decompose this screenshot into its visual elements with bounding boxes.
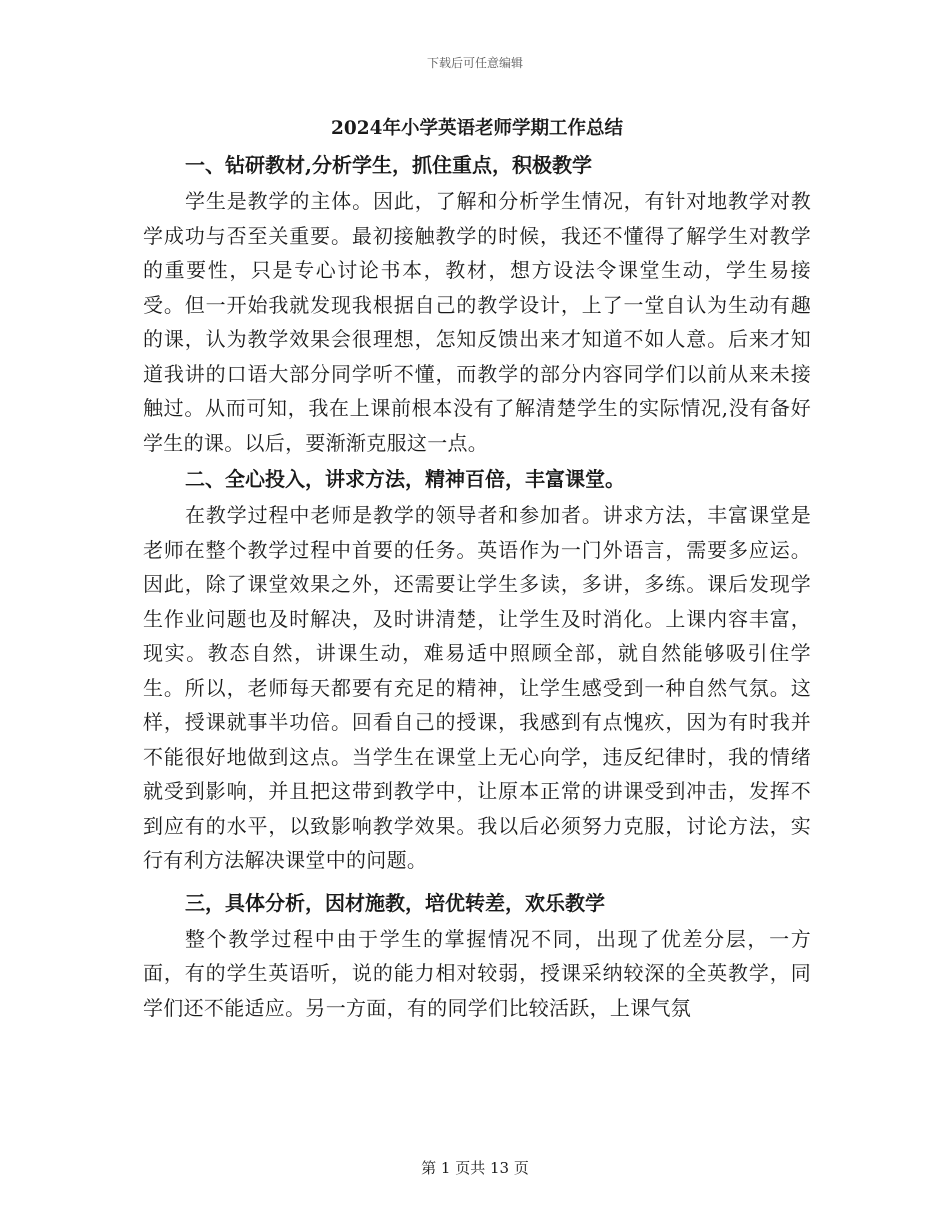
document-title: 2024年小学英语老师学期工作总结 (331, 118, 623, 139)
section-2-paragraph: 在教学过程中老师是教学的领导者和参加者。讲求方法，丰富课堂是老师在整个教学过程中首要的任务。英语作为一门外语言，需要多应运。因此，除了课堂效果之外，还需要让学生多读，多讲，多练。课后发现学生作业问题也及时解决，及时讲清楚，让学生及时消化。上课内容丰富，现实。教态自然，讲课生动，难易适中照顾全部，就自然能够吸引住学生。所以，老师每天都要有充足的精神，让学生感受到一种自然气氛。这样，授课就事半功倍。回看自己的授课，我感到有点愧疚，因为有时我并不能很好地做到这点。当学生在课堂上无心向学，违反纪律时，我的情绪就受到影响，并且把这带到教学中，让原本正常的讲课受到冲击，发挥不到应有的水平，以致影响教学效果。我以后必须努力克服，讨论方法，实行有利方法解决课堂中的问题。 (143, 503, 811, 872)
section-heading-2: 二、全心投入，讲求方法，精神百倍，丰富课堂。 (185, 467, 625, 491)
section-1-paragraph: 学生是教学的主体。因此，了解和分析学生情况，有针对地教学对教学成功与否至关重要。最初接触教学的时候，我还不懂得了解学生对教学的重要性，只是专心讨论书本，教材，想方设法令课堂生动，学生易接受。但一开始我就发现我根据自己的教学设计，上了一堂自认为生动有趣的课，认为教学效果会很理想，怎知反馈出来才知道不如人意。后来才知道我讲的口语大部分同学听不懂，而教学的部分内容同学们以前从来未接触过。从而可知，我在上课前根本没有了解清楚学生的实际情况,没有备好学生的课。以后，要渐渐克服这一点。 (143, 189, 811, 455)
section-heading-3: 三，具体分析，因材施教，培优转差，欢乐教学 (185, 890, 605, 915)
page-number: 第 1 页共 13 页 (421, 1159, 529, 1177)
header-note: 下载后可任意编辑 (426, 56, 523, 70)
document-body (143, 112, 811, 1025)
section-heading-1: 一、钻研教材,分析学生，抓住重点，积极教学 (185, 153, 592, 177)
section-3-paragraph: 整个教学过程中由于学生的掌握情况不同，出现了优差分层，一方面，有的学生英语听，说的能力相对较弱，授课采纳较深的全英教学，同学们还不能适应。另一方面，有的同学们比较活跃，上课气氛 (143, 926, 811, 1020)
